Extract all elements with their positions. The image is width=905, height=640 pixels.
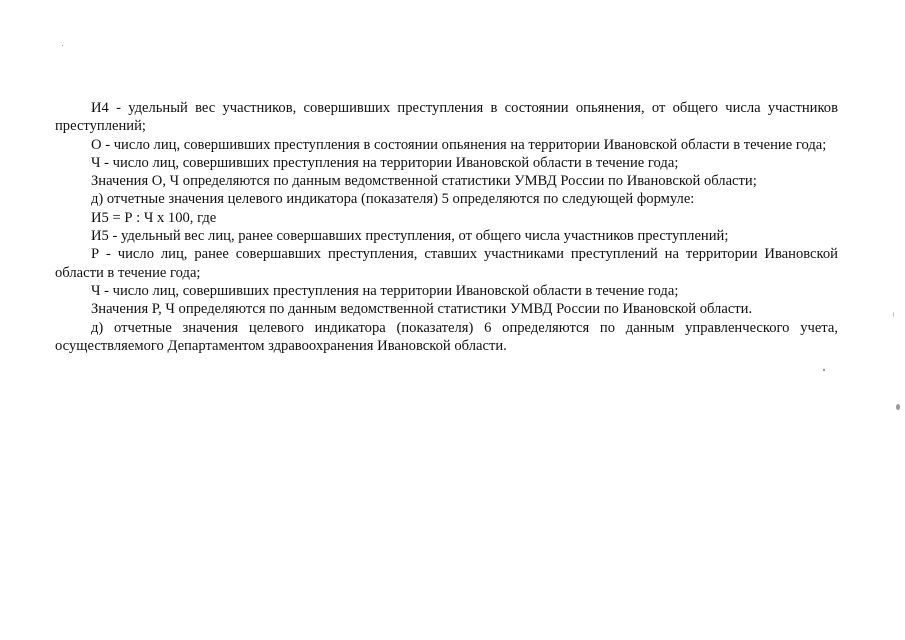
scan-speck: [896, 404, 900, 410]
paragraph-r-definition: Р - число лиц, ранее совершавших преступления, ставших участниками преступлений на территории Ивановской области в течение года;: [55, 246, 838, 281]
paragraph-i5-definition: И5 - удельный вес лиц, ранее совершавших преступления, от общего числа участников преступлений;: [91, 228, 729, 245]
scan-speck: [823, 369, 825, 371]
scan-speck: [893, 312, 894, 317]
paragraph-ch-definition-2: Ч - число лиц, совершивших преступления на территории Ивановской области в течение года;: [91, 282, 679, 299]
document-body: [55, 99, 838, 355]
paragraph-indicator-5-intro: д) отчетные значения целевого индикатора (показателя) 5 определяются по следующей формуле:: [91, 191, 695, 208]
paragraph-o-definition: О - число лиц, совершивших преступления в состоянии опьянения на территории Ивановской области в течение года;: [91, 136, 827, 153]
paragraph-o-ch-source: Значения О, Ч определяются по данным ведомственной статистики УМВД России по Ивановской области;: [91, 173, 757, 190]
paragraph-indicator-6: д) отчетные значения целевого индикатора (показателя) 6 определяются по данным управленческого учета, осуществляемого Департаментом здравоохранения Ивановской области.: [55, 319, 838, 354]
paragraph-r-ch-source: Значения Р, Ч определяются по данным ведомственной статистики УМВД России по Ивановской области.: [91, 301, 753, 318]
paragraph-ch-definition: Ч - число лиц, совершивших преступления на территории Ивановской области в течение года;: [91, 154, 679, 171]
paragraph-i4-definition: И4 - удельный вес участников, совершивших преступления в состоянии опьянения, от общего числа участников преступлений;: [55, 100, 838, 135]
scan-speck: [62, 45, 63, 46]
paragraph-i5-formula: И5 = Р : Ч х 100, где: [91, 209, 217, 226]
